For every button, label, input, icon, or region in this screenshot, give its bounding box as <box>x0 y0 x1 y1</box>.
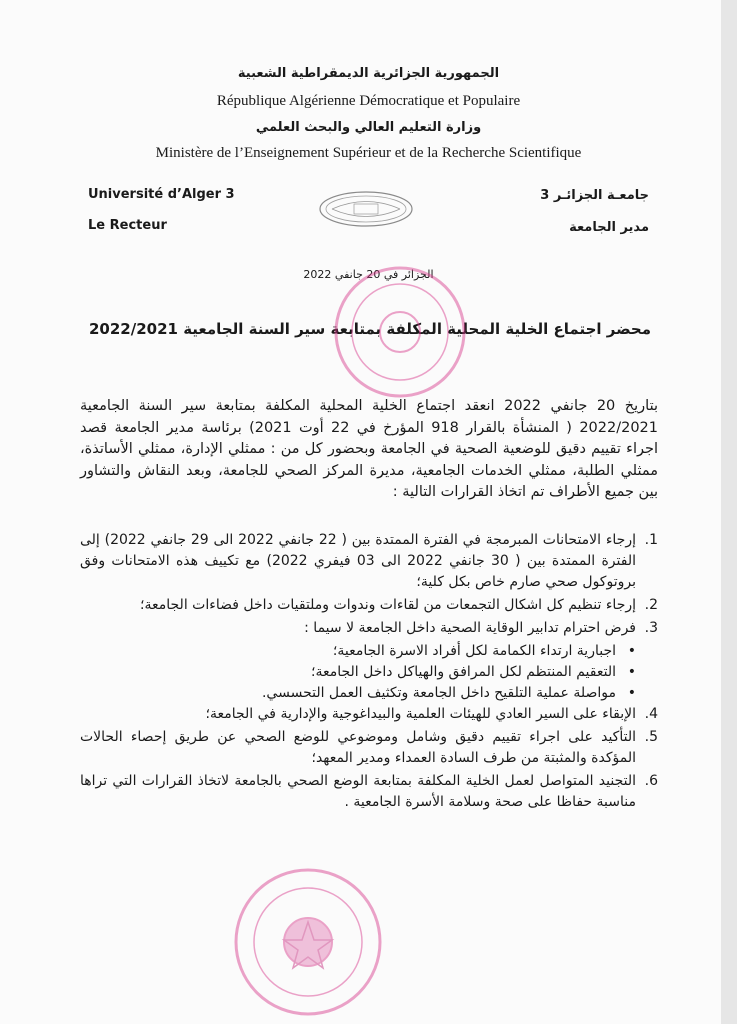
decision-item <box>80 727 658 769</box>
sub-item <box>80 662 658 683</box>
ministry-french: Ministère de l’Enseignement Supérieur et de la Recherche Scientifique <box>155 145 582 161</box>
decision-item <box>80 595 658 616</box>
sub-item-text: اجبارية ارتداء الكمامة لكل أفراد الاسرة الجامعية؛ <box>332 643 616 659</box>
rector-label-fr: Le Recteur <box>88 218 167 233</box>
decision-item <box>80 618 658 639</box>
sub-item <box>80 641 658 662</box>
decisions-list <box>80 530 658 815</box>
university-name-ar: جامعـة الجزائـر 3 <box>540 188 649 203</box>
ministry-arabic: وزارة التعليم العالي والبحث العلمي <box>255 120 482 135</box>
bullet-icon: • <box>627 664 636 680</box>
sub-item-text: التعقيم المنتظم لكل المرافق والهياكل داخل الجامعة؛ <box>311 664 616 680</box>
sub-item-text: مواصلة عملية التلقيح داخل الجامعة وتكثيف العمل التحسسي. <box>261 685 616 701</box>
decision-text: التأكيد على اجراء تقييم دقيق وشامل وموضوعي للوضع الصحي عن طريق إحصاء الحالات المؤكدة والمثبتة من طرف السادة العمداء ومدير المعهد؛ <box>80 729 636 766</box>
intro-paragraph: بتاريخ 20 جانفي 2022 انعقد اجتماع الخلية المحلية المكلفة بمتابعة سير السنة الجامعية 2022/2021 ( المنشأة بالقرار 918 المؤرخ في 22 أوت 2021) برئاسة مدير الجامعة قصد اجراء تقييم دقيق للوضعية الصحية في الجامعة وبحضور كل من : ممثلي الإدارة، ممثلي الأساتذة، ممثلي الطلبة، ممثلي الخدمات الجامعية، مديرة المركز الصحي للجامعة، وبعد النقاش والتشاور بين جميع الأطراف تم اتخاذ القرارات التالية : <box>80 398 659 500</box>
decision-item <box>80 771 658 813</box>
decision-text: إرجاء تنظيم كل اشكال التجمعات من لقاءات وندوات وملتقيات داخل فضاءات الجامعة؛ <box>140 597 636 613</box>
sub-item <box>80 683 658 704</box>
decision-text: إرجاء الامتحانات المبرمجة في الفترة الممتدة بين ( 22 جانفي 2022 الى 29 جانفي 2022) إلى الفترة الممتدة بين ( 30 جانفي 2022 الى 03 فيفري 2022) مع تكييف هذه الامتحانات وفق بروتوكول صحي صارم خاص بكل كلية؛ <box>80 532 636 590</box>
republic-arabic: الجمهورية الجزائرية الديمقراطية الشعبية <box>237 66 500 81</box>
decision-number: 5. <box>644 729 658 745</box>
university-name-fr: Université d’Alger 3 <box>88 187 235 202</box>
decision-item <box>80 704 658 725</box>
decision-item <box>80 530 658 593</box>
official-stamp-top <box>330 262 470 402</box>
decision-number: 3. <box>644 620 658 636</box>
decision-number: 1. <box>644 532 658 548</box>
bullet-icon: • <box>627 685 636 701</box>
document-title: محضر اجتماع الخلية المحلية المكلفة بمتابعة سير السنة الجامعية 2022/2021 <box>89 320 651 338</box>
decision-number: 2. <box>644 597 658 613</box>
official-stamp-bottom <box>228 862 388 1022</box>
decision-text: التجنيد المتواصل لعمل الخلية المكلفة بمتابعة الوضع الصحي بالجامعة لاتخاذ القرارات التي تراها مناسبة حفاظا على صحة وسلامة الأسرة الجامعية . <box>80 773 636 810</box>
decision-text: فرض احترام تدابير الوقاية الصحية داخل الجامعة لا سيما : <box>304 620 636 636</box>
bullet-icon: • <box>627 643 636 659</box>
university-emblem <box>318 190 414 228</box>
decision-text: الإبقاء على السير العادي للهيئات العلمية والبيداغوجية والإدارية في الجامعة؛ <box>205 706 636 722</box>
decision-number: 6. <box>644 773 658 789</box>
decision-number: 4. <box>644 706 658 722</box>
republic-french: République Algérienne Démocratique et Populaire <box>216 93 521 109</box>
rector-label-ar: مدير الجامعة <box>569 220 649 235</box>
document-date: الجزائر في 20 جانفي 2022 <box>303 268 434 281</box>
